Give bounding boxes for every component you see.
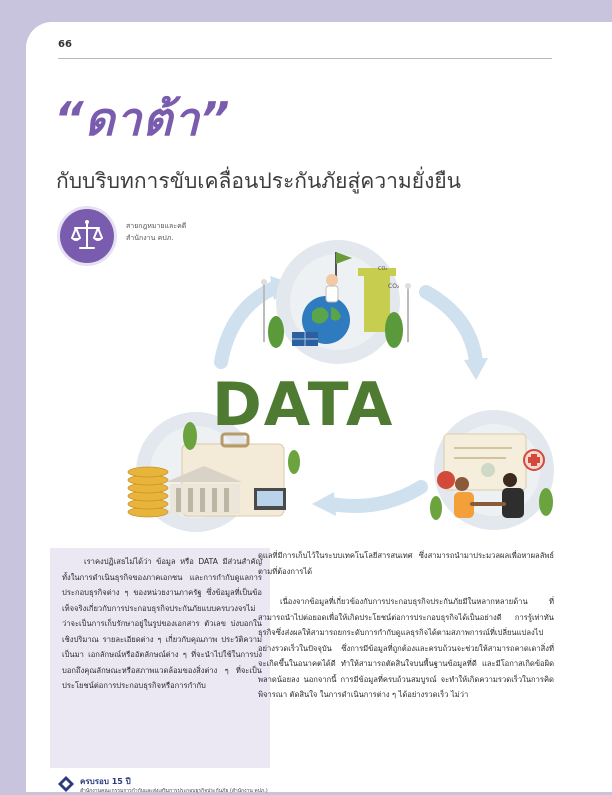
intro-sidebar-box	[50, 548, 270, 768]
article-title: “ดาต้า”	[54, 92, 231, 146]
article-subtitle: กับบริบทการขับเคลื่อนประกันภัยสู่ความยั่งยืน	[56, 169, 461, 193]
body-paragraph-2: เนื่องจากข้อมูลที่เกี่ยวข้องกับการประกอบธุรกิจประกันภัยมีในหลากหลายด้าน ที่สามารถนำไปต่อยอดเพื่อให้เกิดประโยชน์ต่อการประกอบธุรกิจได้เป็นอย่างดี การรู้เท่าทันธุรกิจซึ่งส่งผลให้สามารถยกระดับการกำกับดูแลธุรกิจได้ตามสภาพการณ์ที่เปลี่ยนแปลงไปอย่างรวดเร็วในปัจจุบัน ซึ่งการมีข้อมูลที่ถูกต้องและครบถ้วนจะช่วยให้สามารถคาดเดาสิ่งที่จะเกิดขึ้นในอนาคตได้ดี ทำให้สามารถตัดสินใจบนพื้นฐานข้อมูลที่ดี และมีโอกาสเกิดข้อผิดพลาดน้อยลง นอกจากนี้ การมีข้อมูลที่ครบถ้วนสมบูรณ์ จะทำให้เกิดความรวดเร็วในการคิด พิจารณา ตัดสินใจ ในการดำเนินการต่าง ๆ ได้อย่างรวดเร็ว ไม่ว่า	[258, 597, 554, 699]
intro-paragraph: เราคงปฏิเสธไม่ได้ว่า ข้อมูล หรือ DATA มีส่วนสำคัญทั้งในการดำเนินธุรกิจของภาคเอกชน และการกำกับดูแลการประกอบธุรกิจต่าง ๆ ของหน่วยงานภาครัฐ ซึ่งข้อมูลที่เป็นข้อเท็จจริงเกี่ยวกับการประกอบธุรกิจประกันภัยแบบครบวงจรไม่ว่าจะเป็นการเก็บรักษาอยู่ในรูปของเอกสาร ตัวเลข บ่งบอกในเชิงปริมาณ รายละเอียดต่าง ๆ เกี่ยวกับคุณภาพ ประวัติความเป็นมา เอกลักษณ์หรืออัตลักษณ์ต่าง ๆ ที่จะนำไปใช้ในการบ่งบอกถึงคุณลักษณะหรือสภาพแวดล้อมของสิ่งต่าง ๆ ที่จะเป็นประโยชน์ต่อการประกอบธุรกิจหรือการกำกับ	[62, 557, 262, 690]
scales-of-justice-icon	[60, 209, 114, 263]
co2-small-label: CO₂	[378, 266, 388, 272]
header-divider	[58, 58, 552, 59]
body-paragraph-1: ดูแลที่มีการเก็บไว้ในระบบเทคโนโลยีสารสนเทศ ซึ่งสามารถนำมาประมวลผลเพื่อหาผลลัพธ์ตามที่ต้องการได้	[258, 551, 554, 576]
page-sheet	[26, 22, 612, 792]
page-number: 66	[58, 39, 72, 50]
anniversary-logo-icon	[58, 776, 74, 792]
footer-organization: สำนักงานคณะกรรมการกำกับและส่งเสริมการประกอบธุรกิจประกันภัย (สำนักงาน คปภ.)	[80, 788, 268, 794]
co2-label: CO₂	[388, 283, 400, 290]
footer-anniversary: ครบรอบ 15 ปี	[80, 777, 131, 786]
author-department: สายกฎหมายและคดี	[126, 222, 187, 230]
data-headline-graphic: DATA	[212, 370, 395, 440]
author-organization: สำนักงาน คปภ.	[126, 234, 174, 242]
right-column	[258, 548, 554, 703]
